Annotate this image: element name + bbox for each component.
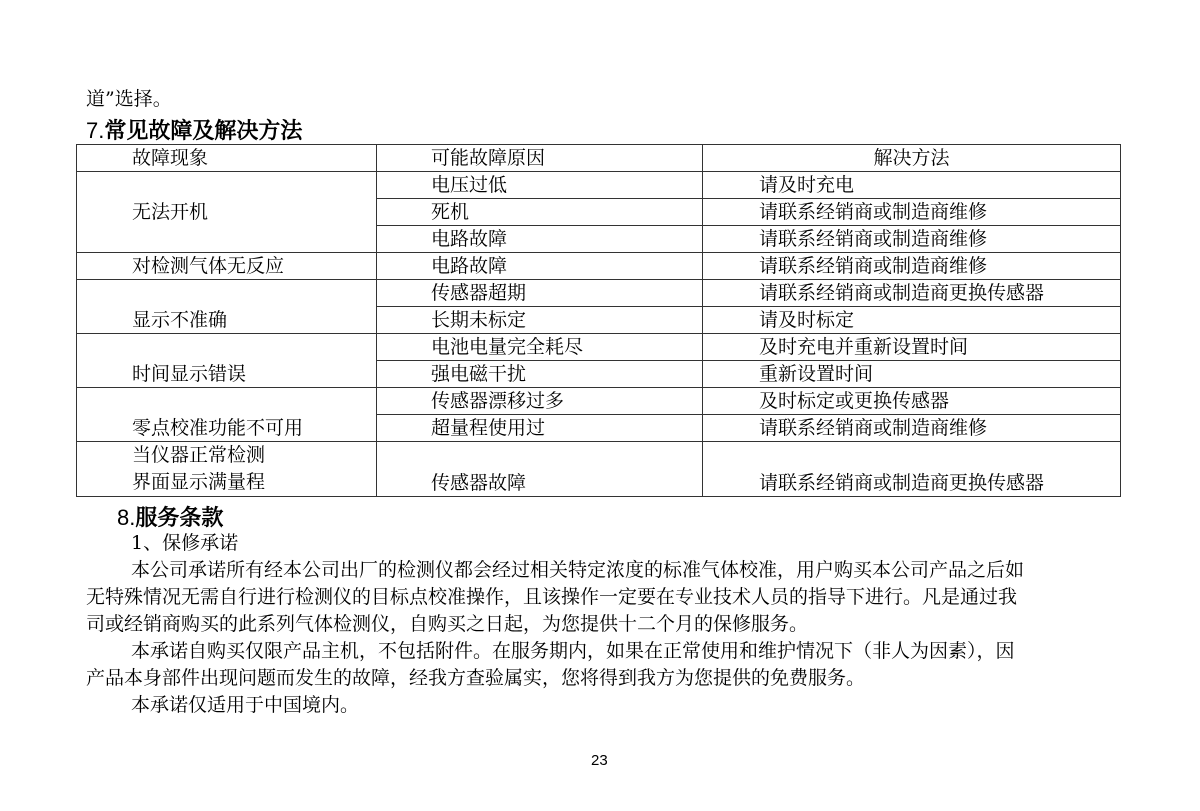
page-number: 23: [591, 752, 608, 769]
symptom-cell: [77, 442, 377, 497]
continuation-text: 道”选择。: [86, 88, 172, 110]
solution-cell: 请联系经销商或制造商更换传感器: [703, 442, 1121, 497]
symptom-line: 界面显示满量程: [132, 471, 266, 493]
troubleshooting-table: [76, 144, 1121, 497]
symptom-cell: 零点校准功能不可用: [77, 388, 377, 442]
section-7-heading: [86, 114, 302, 145]
solution-cell: 及时标定或更换传感器: [703, 388, 1121, 415]
table-row: [77, 334, 1121, 361]
solution-cell: 请联系经销商或制造商更换传感器: [703, 280, 1121, 307]
section-8-number: 8.: [117, 505, 136, 530]
solution-cell: 及时充电并重新设置时间: [703, 334, 1121, 361]
solution-cell: 重新设置时间: [703, 361, 1121, 388]
solution-cell: 请联系经销商或制造商维修: [703, 199, 1121, 226]
section-7-title: 常见故障及解决方法: [104, 118, 303, 144]
table-row: [77, 442, 1121, 497]
cause-cell: 长期未标定: [377, 307, 703, 334]
paragraph-1-line: 司或经销商购买的此系列气体检测仪，自购买之日起，为您提供十二个月的保修服务。: [86, 613, 809, 635]
section-8-title: 服务条款: [135, 505, 224, 531]
table-row: [77, 253, 1121, 280]
table-row: [77, 172, 1121, 199]
cause-cell: 死机: [377, 199, 703, 226]
solution-cell: 请联系经销商或制造商维修: [703, 253, 1121, 280]
header-cause: 可能故障原因: [377, 145, 703, 172]
symptom-cell: 时间显示错误: [77, 334, 377, 388]
table-header-row: [77, 145, 1121, 172]
cause-cell: 电压过低: [377, 172, 703, 199]
cause-cell: 电路故障: [377, 253, 703, 280]
solution-cell: 请及时标定: [703, 307, 1121, 334]
symptom-cell: 无法开机: [77, 172, 377, 253]
paragraph-2-line: 本承诺自购买仅限产品主机，不包括附件。在服务期内，如果在正常使用和维护情况下（非人为因素），因: [131, 640, 1015, 662]
paragraph-1-line: 本公司承诺所有经本公司出厂的检测仪都会经过相关特定浓度的标准气体校准，用户购买本公司产品之后如: [131, 559, 1025, 581]
cause-cell: 传感器超期: [377, 280, 703, 307]
paragraph-1-line: 无特殊情况无需自行进行检测仪的目标点校准操作，且该操作一定要在专业技术人员的指导下进行。凡是通过我: [86, 586, 1018, 608]
subsection-warranty-title: 1、保修承诺: [131, 532, 239, 554]
section-8-heading: [117, 501, 223, 532]
section-7-number: 7.: [86, 118, 105, 143]
solution-cell: 请联系经销商或制造商维修: [703, 226, 1121, 253]
cause-cell: 传感器漂移过多: [377, 388, 703, 415]
cause-cell: 超量程使用过: [377, 415, 703, 442]
symptom-cell: 显示不准确: [77, 280, 377, 334]
solution-cell: 请联系经销商或制造商维修: [703, 415, 1121, 442]
cause-cell: 强电磁干扰: [377, 361, 703, 388]
cause-cell: 电池电量完全耗尽: [377, 334, 703, 361]
paragraph-2-line: 产品本身部件出现问题而发生的故障，经我方查验属实，您将得到我方为您提供的免费服务。: [86, 667, 866, 689]
header-solution: 解决方法: [703, 145, 1121, 172]
symptom-cell: 对检测气体无反应: [77, 253, 377, 280]
symptom-line: 当仪器正常检测: [132, 444, 266, 466]
cause-cell: 传感器故障: [377, 442, 703, 497]
paragraph-3: 本承诺仅适用于中国境内。: [131, 694, 360, 716]
solution-cell: 请及时充电: [703, 172, 1121, 199]
cause-cell: 电路故障: [377, 226, 703, 253]
table-row: [77, 388, 1121, 415]
table-row: [77, 280, 1121, 307]
header-symptom: 故障现象: [77, 145, 377, 172]
